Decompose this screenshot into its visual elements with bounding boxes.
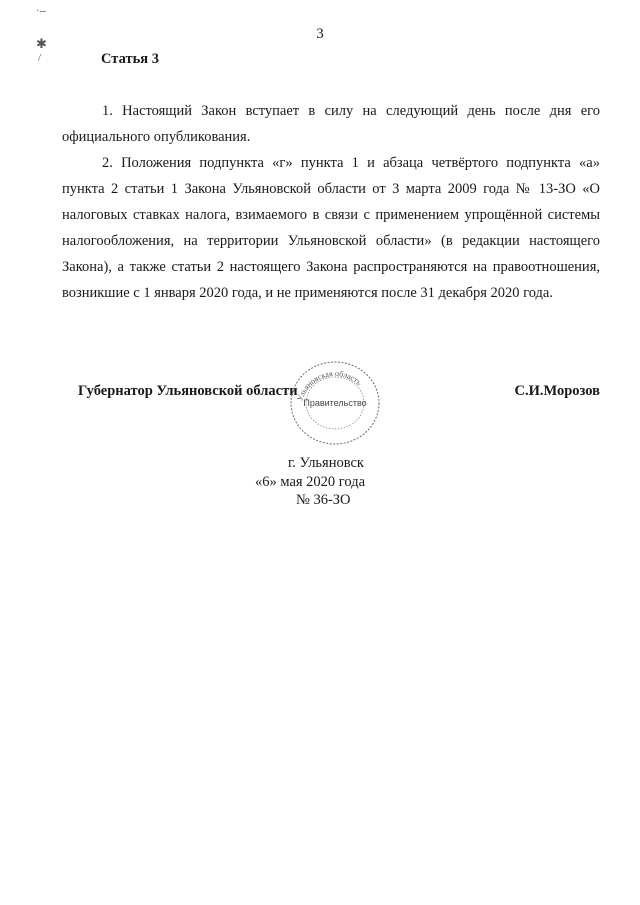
- signatory-name: С.И.Морозов: [514, 383, 600, 399]
- law-number: № 36-ЗО: [296, 492, 351, 508]
- signing-city: г. Ульяновск: [288, 455, 364, 471]
- scan-mark: ✱: [36, 36, 47, 51]
- seal-inner-text: Правительство: [303, 398, 367, 408]
- paragraph-2: 2. Положения подпункта «г» пункта 1 и абзаца четвёртого подпункта «а» пункта 2 статьи 1 Закона Ульяновской области от 3 марта 2009 года № 13-ЗО «О налоговых ставках налога, взимаемого в связи с применением упрощённой системы налогообложения, на территории Ульяновской области» (в редакции настоящего Закона), а также статьи 2 настоящего Закона распространяются на правоотношения, возникшие с 1 января 2020 года, и не применяются после 31 декабря 2020 года.: [62, 155, 600, 301]
- official-seal: [284, 358, 386, 448]
- signatory-position: Губернатор Ульяновской области: [78, 383, 298, 399]
- scan-mark: ·-‑: [36, 6, 46, 17]
- article-heading: Статья 3: [101, 51, 159, 67]
- paragraph-1: 1. Настоящий Закон вступает в силу на следующий день после дня его официального опубликования.: [62, 103, 600, 145]
- seal-outer-text: Ульяновская область: [295, 368, 364, 403]
- signing-date: «6» мая 2020 года: [255, 474, 366, 490]
- scan-mark: /: [38, 52, 42, 64]
- page-number: 3: [316, 26, 324, 42]
